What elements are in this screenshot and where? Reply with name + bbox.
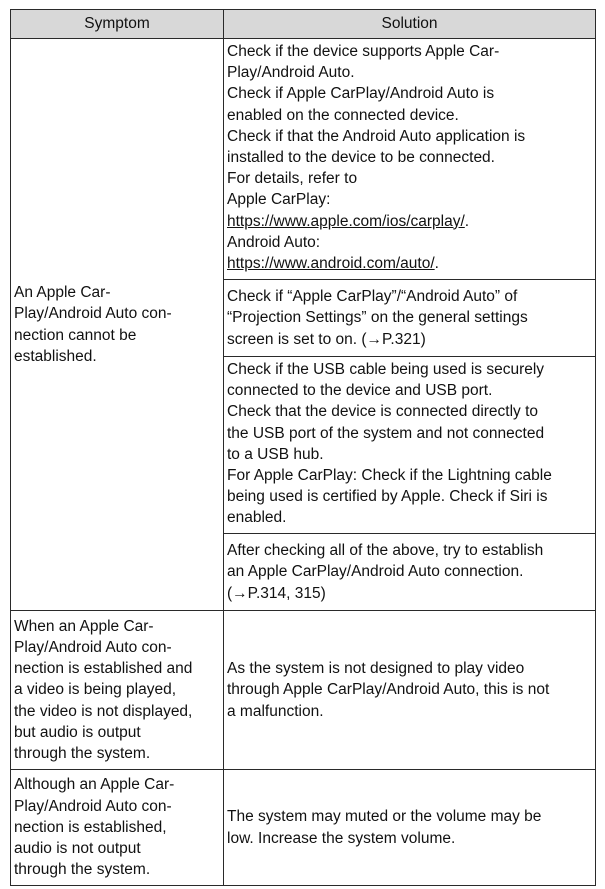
solution-line: Check if “Apple CarPlay”/“Android Auto” of xyxy=(227,288,518,306)
link-suffix: . xyxy=(434,255,439,273)
solution-line: “Projection Settings” on the general settings xyxy=(227,309,528,327)
solution-line: screen is set to on. (→P.321) xyxy=(227,330,426,348)
symptom-line: Although an Apple Car- xyxy=(14,776,175,794)
solution-cell xyxy=(224,611,596,770)
solution-cell xyxy=(224,534,596,611)
symptom-line: When an Apple Car- xyxy=(14,617,154,635)
solution-line: connected to the device and USB port. xyxy=(227,382,493,400)
symptom-line: the video is not displayed, xyxy=(14,702,193,720)
solution-line: Check if Apple CarPlay/Android Auto is xyxy=(227,85,495,103)
solution-line: installed to the device to be connected. xyxy=(227,149,495,167)
solution-line: low. Increase the system volume. xyxy=(227,829,456,847)
symptom-line: through the system. xyxy=(14,745,151,762)
solution-cell xyxy=(224,770,596,886)
solution-line: enabled. xyxy=(227,509,287,527)
symptom-line: Play/Android Auto con- xyxy=(14,305,172,323)
solution-line: Check if the USB cable being used is securely xyxy=(227,361,545,378)
solution-line: an Apple CarPlay/Android Auto connection. xyxy=(227,563,524,581)
solution-line: Check if that the Android Auto application is xyxy=(227,127,526,145)
solution-cell xyxy=(224,39,596,280)
symptom-line: through the system. xyxy=(14,861,151,879)
table-header-row xyxy=(11,10,596,39)
solution-line: through Apple CarPlay/Android Auto, this is not xyxy=(227,681,550,699)
apple-carplay-link[interactable]: https://www.apple.com/ios/carplay/ xyxy=(227,212,465,230)
header-symptom: Symptom xyxy=(11,10,224,39)
symptom-line: Play/Android Auto con- xyxy=(14,797,172,815)
solution-line: to a USB hub. xyxy=(227,445,324,463)
troubleshooting-table xyxy=(10,9,596,886)
solution-line xyxy=(227,211,592,232)
table-row xyxy=(11,39,596,280)
solution-cell xyxy=(224,280,596,357)
symptom-line: audio is not output xyxy=(14,840,141,858)
symptom-cell xyxy=(11,611,224,770)
solution-line: (→P.314, 315) xyxy=(227,584,326,602)
symptom-line: a video is being played, xyxy=(14,681,177,699)
symptom-line: Play/Android Auto con- xyxy=(14,638,172,656)
solution-line: enabled on the connected device. xyxy=(227,106,459,124)
solution-line: the USB port of the system and not connected xyxy=(227,424,545,442)
symptom-line: but audio is output xyxy=(14,723,141,741)
solution-line: being used is certified by Apple. Check if Siri is xyxy=(227,488,548,506)
solution-line: As the system is not designed to play video xyxy=(227,660,525,678)
solution-line: For Apple CarPlay: Check if the Lightning cable xyxy=(227,467,552,485)
symptom-line: An Apple Car- xyxy=(14,284,111,302)
symptom-cell xyxy=(11,39,224,611)
solution-line: Play/Android Auto. xyxy=(227,64,355,82)
symptom-cell xyxy=(11,770,224,886)
symptom-line: nection is established and xyxy=(14,660,193,678)
table-row xyxy=(11,770,596,886)
solution-line: Check that the device is connected directly to xyxy=(227,403,539,421)
symptom-line: established. xyxy=(14,347,97,365)
solution-line: Android Auto: xyxy=(227,233,321,251)
header-solution: Solution xyxy=(224,10,596,39)
solution-cell xyxy=(224,357,596,534)
solution-line: After checking all of the above, try to establish xyxy=(227,542,544,560)
solution-line: a malfunction. xyxy=(227,702,324,720)
symptom-line: nection is established, xyxy=(14,818,167,836)
solution-line xyxy=(227,253,592,274)
solution-line: Check if the device supports Apple Car- xyxy=(227,43,500,60)
solution-line: The system may muted or the volume may be xyxy=(227,808,542,826)
solution-line: Apple CarPlay: xyxy=(227,191,331,209)
link-suffix: . xyxy=(464,212,470,230)
table-row xyxy=(11,611,596,770)
android-auto-link[interactable]: https://www.android.com/auto/ xyxy=(227,255,435,273)
symptom-line: nection cannot be xyxy=(14,326,137,344)
solution-line: For details, refer to xyxy=(227,170,358,188)
